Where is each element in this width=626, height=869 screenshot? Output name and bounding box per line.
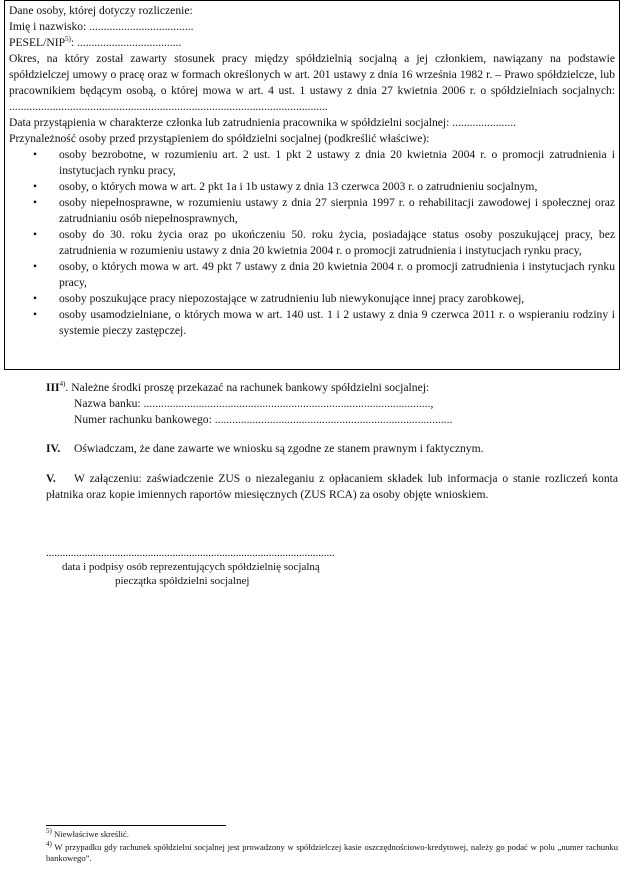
name-field: Imię i nazwisko: .................................... xyxy=(9,20,194,33)
pesel-field xyxy=(9,35,615,51)
list-item: • osoby, o których mowa w art. 49 pkt 7 ustawy z dnia 20 kwietnia 2004 r. o promocji zatrudnienia i instytucjach rynku pracy, xyxy=(33,260,615,289)
list-item: • osoby bezrobotne, w rozumieniu art. 2 ust. 1 pkt 2 ustawy z dnia 20 kwietnia 2004 r. o promocji zatrudnienia i instytucjach rynku pracy, xyxy=(33,148,615,177)
bullet: • xyxy=(33,180,38,193)
section-footnote-ref: 4) xyxy=(59,380,66,389)
footnote-divider xyxy=(46,825,226,826)
signature-caption: data i podpisy osób reprezentujących spółdzielnię socjalną xyxy=(62,561,320,573)
belonging-list xyxy=(9,147,615,339)
footnote-mark: 5) xyxy=(46,827,52,836)
account-number-field: Numer rachunku bankowego: .................................................................................. xyxy=(74,413,453,426)
footnote-4: $^{4)}$ W przypadku gdy rachunek spółdzielni socjalnej jest prowadzony w spółdzielczej kasie oszczędnościowo-kredytowej, należy go podać w polu „numer rachunku bankowego”. xyxy=(46,840,618,863)
section-number: V. xyxy=(46,472,56,485)
bullet: • xyxy=(33,148,38,161)
section-number: III xyxy=(46,381,60,394)
list-item: • osoby usamodzielniane, o których mowa w art. 140 ust. 1 i 2 ustawy z dnia 9 czerwca 2011 r. o wspieraniu rodziny i systemie pieczy zastępczej. xyxy=(33,308,615,337)
bullet: • xyxy=(33,308,38,321)
footnote-5: $^{5)}$ Niewłaściwe skreślić. xyxy=(46,827,129,839)
list-item: • osoby poszukujące pracy niepozostające w zatrudnieniu lub niewykonujące innej pracy zarobkowej, xyxy=(33,292,525,305)
bullet: • xyxy=(33,292,38,305)
section-declaration xyxy=(46,441,618,457)
list-item: • osoby niepełnosprawne, w rozumieniu ustawy z dnia 27 sierpnia 1997 r. o rehabilitacji zawodowej i społecznej oraz zatrudnianiu osób niepełnosprawnych, xyxy=(33,196,615,225)
section-bank-account xyxy=(46,380,618,428)
bank-name-field: Nazwa banku: ..................................................................................................., xyxy=(74,397,434,410)
list-item: • osoby, o których mowa w art. 2 pkt 1a i 1b ustawy z dnia 13 czerwca 2003 r. o zatrudnieniu socjalnym, xyxy=(33,180,538,193)
list-item: • osoby do 30. roku życia oraz po ukończeniu 50. roku życia, posiadające status osoby poszukującej pracy, bez zatrudnienia w rozumieniu ustawy z dnia 20 kwietnia 2004 r. o promocji zatrudnienia i instytucjach rynku pracy, xyxy=(33,228,615,257)
pesel-dots: : .................................... xyxy=(70,36,182,49)
signature-line: ......................................................................................................... xyxy=(46,547,335,559)
signature-block xyxy=(46,546,335,588)
stamp-caption: pieczątka spółdzielni socjalnej xyxy=(115,575,250,587)
section-attachments xyxy=(46,471,618,503)
belonging-heading: Przynależność osoby przed przystąpieniem do spółdzielni socjalnej (podkreślić właściwe): xyxy=(9,132,430,145)
join-date-field: Data przystąpienia w charakterze członka lub zatrudnienia pracownika w spółdzielni socjalnej: ...................... xyxy=(9,116,517,129)
box-heading: Dane osoby, której dotyczy rozliczenie: xyxy=(9,4,193,17)
bullet: • xyxy=(33,260,38,273)
bullet: • xyxy=(33,228,38,241)
section-text: . Należne środki proszę przekazać na rachunek bankowy spółdzielni socjalnej: xyxy=(65,381,430,394)
section-number: IV. xyxy=(46,442,61,455)
employment-period-field: Okres, na który został zawarty stosunek pracy między spółdzielnią socjalną a jej członkiem, nawiązany na podstawie spółdzielczej umowy o pracę oraz w formach określonych w art. 201 ustawy z dnia 16 września 1982 r. – Prawo spółdzielcze, lub pracownikiem będącym osobą, o której mowa w art. 4 ust. 1 ustawy z dnia 27 kwietnia 2006 r. o spółdzielniach socjalnych: .............................................................................................................. xyxy=(9,52,615,113)
pesel-footnote-ref: 5) xyxy=(65,35,71,44)
bullet: • xyxy=(33,196,38,209)
section-text: W załączeniu: zaświadczenie ZUS o niezaleganiu z opłacaniem składek lub informacja o stanie rozliczeń konta płatnika oraz kopie imiennych raportów miesięcznych (ZUS RCA) za osoby objęte wnioskiem. xyxy=(46,472,618,501)
footnote-mark: 4) xyxy=(46,840,52,849)
pesel-label: PESEL/NIP xyxy=(9,36,66,49)
section-text: Oświadczam, że dane zawarte we wniosku są zgodne ze stanem prawnym i faktycznym. xyxy=(74,442,484,455)
person-data-box xyxy=(4,0,620,370)
